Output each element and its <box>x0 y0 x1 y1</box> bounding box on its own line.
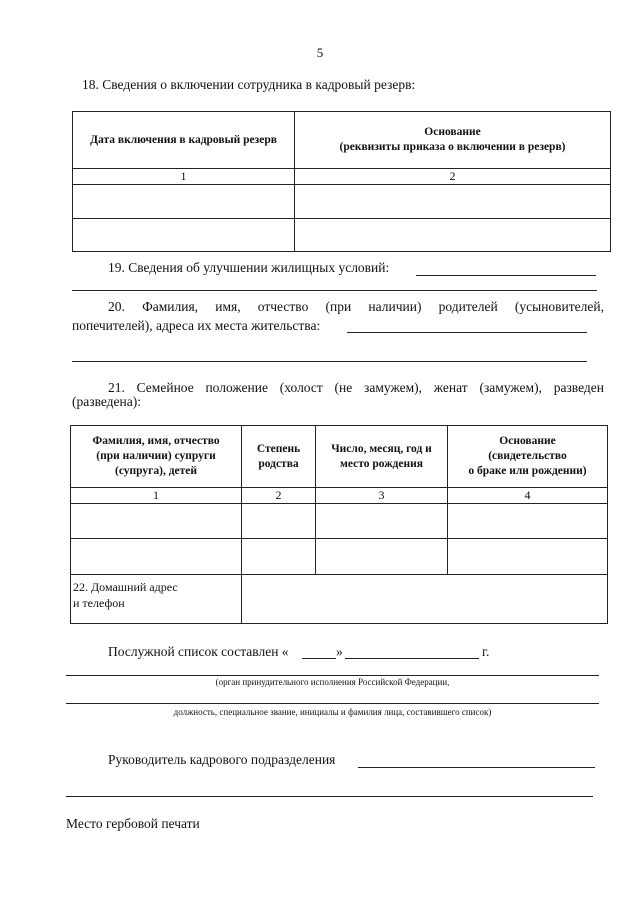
compiled-mid: » <box>336 644 343 659</box>
section-20-line1: 20. Фамилия, имя, отчество (при наличии) родителей (усыновителей, <box>108 299 604 314</box>
stamp-label: Место гербовой печати <box>66 816 200 831</box>
section-21-line1: 21. Семейное положение (холост (не замужем), женат (замужем), разведен <box>108 380 604 395</box>
family-cell[interactable] <box>71 504 242 539</box>
head-line-2[interactable] <box>66 796 593 797</box>
family-cell[interactable] <box>316 504 448 539</box>
family-col-number-4: 4 <box>448 488 608 504</box>
reserve-cell[interactable] <box>73 185 295 219</box>
compiled-day-line[interactable] <box>302 658 336 659</box>
page-number: 5 <box>316 45 324 60</box>
person-line[interactable] <box>66 703 599 704</box>
reserve-cell[interactable] <box>73 219 295 252</box>
section-19-text: 19. Сведения об улучшении жилищных условий: <box>108 260 390 275</box>
address-label: 22. Домашний адрес и телефон <box>71 575 242 624</box>
family-header-birth: Число, месяц, год и место рождения <box>316 426 448 488</box>
reserve-col-number-1: 1 <box>73 169 295 185</box>
family-header-relation: Степень родства <box>242 426 316 488</box>
caption-organ: (орган принудительного исполнения Российской Федерации, <box>215 677 450 687</box>
family-col-number-2: 2 <box>242 488 316 504</box>
family-header-name: Фамилия, имя, отчество (при наличии) супруги (супруга), детей <box>71 426 242 488</box>
family-cell[interactable] <box>242 504 316 539</box>
parents-line-2[interactable] <box>72 361 587 362</box>
head-label: Руководитель кадрового подразделения <box>108 752 336 767</box>
housing-line-2[interactable] <box>72 290 597 291</box>
reserve-header-basis: Основание (реквизиты приказа о включении в резерв) <box>295 112 611 169</box>
reserve-table <box>72 111 611 252</box>
organ-line[interactable] <box>66 675 599 676</box>
family-cell[interactable] <box>448 504 608 539</box>
section-18-title: 18. Сведения о включении сотрудника в кадровый резерв: <box>82 77 416 92</box>
family-cell[interactable] <box>242 539 316 575</box>
reserve-cell[interactable] <box>295 185 611 219</box>
section-21-line2: (разведена): <box>72 394 142 409</box>
family-col-number-1: 1 <box>71 488 242 504</box>
family-col-number-3: 3 <box>316 488 448 504</box>
parents-line[interactable] <box>347 332 587 333</box>
compiled-prefix: Послужной список составлен « <box>108 644 289 659</box>
housing-line[interactable] <box>416 275 596 276</box>
address-cell[interactable] <box>242 575 608 624</box>
compiled-suffix: г. <box>482 644 490 659</box>
family-cell[interactable] <box>448 539 608 575</box>
compiled-month-line[interactable] <box>345 658 479 659</box>
family-header-basis: Основание (свидетельство о браке или рождении) <box>448 426 608 488</box>
family-cell[interactable] <box>316 539 448 575</box>
caption-person: должность, специальное звание, инициалы и фамилия лица, составившего список) <box>173 707 492 717</box>
reserve-cell[interactable] <box>295 219 611 252</box>
family-cell[interactable] <box>71 539 242 575</box>
reserve-header-date: Дата включения в кадровый резерв <box>73 112 295 169</box>
reserve-col-number-2: 2 <box>295 169 611 185</box>
head-line[interactable] <box>358 767 595 768</box>
family-table <box>70 425 608 624</box>
section-20-line2: попечителей), адреса их места жительства: <box>72 318 321 333</box>
